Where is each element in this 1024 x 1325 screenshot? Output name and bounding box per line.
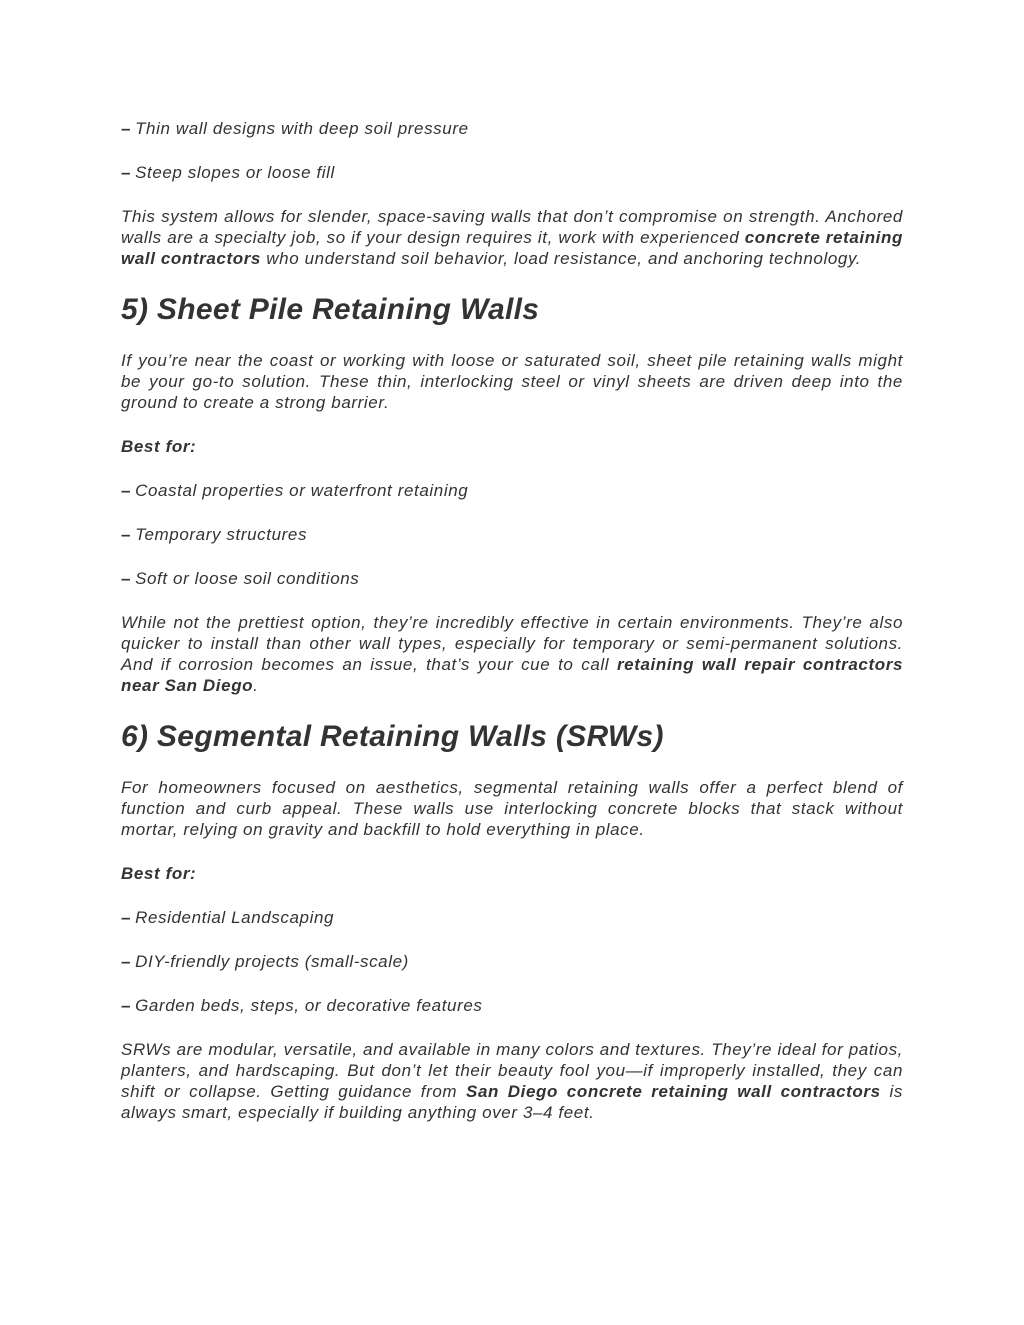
anchored-walls-paragraph — [121, 206, 903, 269]
bullet-dash: – — [121, 525, 132, 544]
segmental-intro: For homeowners focused on aesthetics, segmental retaining walls offer a perfect blend of function and curb appeal. These walls use interlocking concrete blocks that stack without mortar, relying on gravity and backfill to hold everything in place. — [121, 778, 903, 839]
bold-keyword: retaining wall repair contractors near San Diego — [121, 655, 904, 695]
paragraph-text: is always smart, especially if building anything over 3–4 feet. — [121, 1082, 903, 1122]
bullet-item — [121, 480, 903, 501]
bullet-dash: – — [121, 996, 132, 1015]
bullet-text: DIY-friendly projects (small-scale) — [135, 952, 409, 971]
bullet-dash: – — [121, 569, 132, 588]
sheet-pile-intro: If you’re near the coast or working with loose or saturated soil, sheet pile retaining walls might be your go-to solution. These thin, interlocking steel or vinyl sheets are driven deep into the ground to create a strong barrier. — [121, 351, 903, 412]
bullet-dash: – — [121, 163, 132, 182]
bullet-text: Coastal properties or waterfront retaining — [135, 481, 469, 500]
bullet-dash: – — [121, 481, 132, 500]
bullet-text: Steep slopes or loose fill — [135, 163, 335, 182]
bullet-item — [121, 907, 903, 928]
paragraph-text: While not the prettiest option, they’re incredibly effective in certain environments. They’re also quicker to install than other wall types, especially for temporary or semi-permanent solutions. And if corrosion becomes an issue, that’s your cue to call — [121, 613, 903, 674]
bullet-dash: – — [121, 119, 132, 138]
bullet-dash: – — [121, 908, 132, 927]
paragraph-text: . — [253, 676, 259, 695]
sheet-pile-closing — [121, 612, 903, 696]
bullet-item — [121, 995, 903, 1016]
section-heading-segmental: 6) Segmental Retaining Walls (SRWs) — [121, 720, 664, 753]
paragraph-text: SRWs are modular, versatile, and available in many colors and textures. They’re ideal for patios, planters, and hardscaping. But don’t let their beauty fool you—if improperly installed, they can shift or collapse. Getting guidance from — [121, 1040, 903, 1101]
paragraph-text: This system allows for slender, space-saving walls that don’t compromise on strength. Anchored walls are a specialty job, so if your design requires it, work with experienced — [121, 207, 903, 247]
document-page — [121, 118, 903, 1146]
bullet-dash: – — [121, 952, 132, 971]
segmental-closing — [121, 1039, 903, 1123]
bullet-item — [121, 568, 903, 589]
bold-keyword: San Diego concrete retaining wall contractors — [466, 1082, 881, 1101]
bullet-text: Residential Landscaping — [135, 908, 335, 927]
bullet-item — [121, 951, 903, 972]
bold-keyword: concrete retaining wall contractors — [121, 228, 903, 268]
bullet-item — [121, 524, 903, 545]
bullet-item — [121, 118, 903, 139]
best-for-label: Best for: — [121, 437, 197, 456]
best-for-label: Best for: — [121, 864, 197, 883]
bullet-text: Thin wall designs with deep soil pressure — [135, 119, 469, 138]
bullet-text: Garden beds, steps, or decorative features — [135, 996, 483, 1015]
bullet-text: Soft or loose soil conditions — [135, 569, 360, 588]
bullet-item — [121, 162, 903, 183]
section-heading-sheet-pile: 5) Sheet Pile Retaining Walls — [121, 293, 540, 326]
paragraph-text: who understand soil behavior, load resistance, and anchoring technology. — [260, 249, 862, 268]
bullet-text: Temporary structures — [135, 525, 308, 544]
